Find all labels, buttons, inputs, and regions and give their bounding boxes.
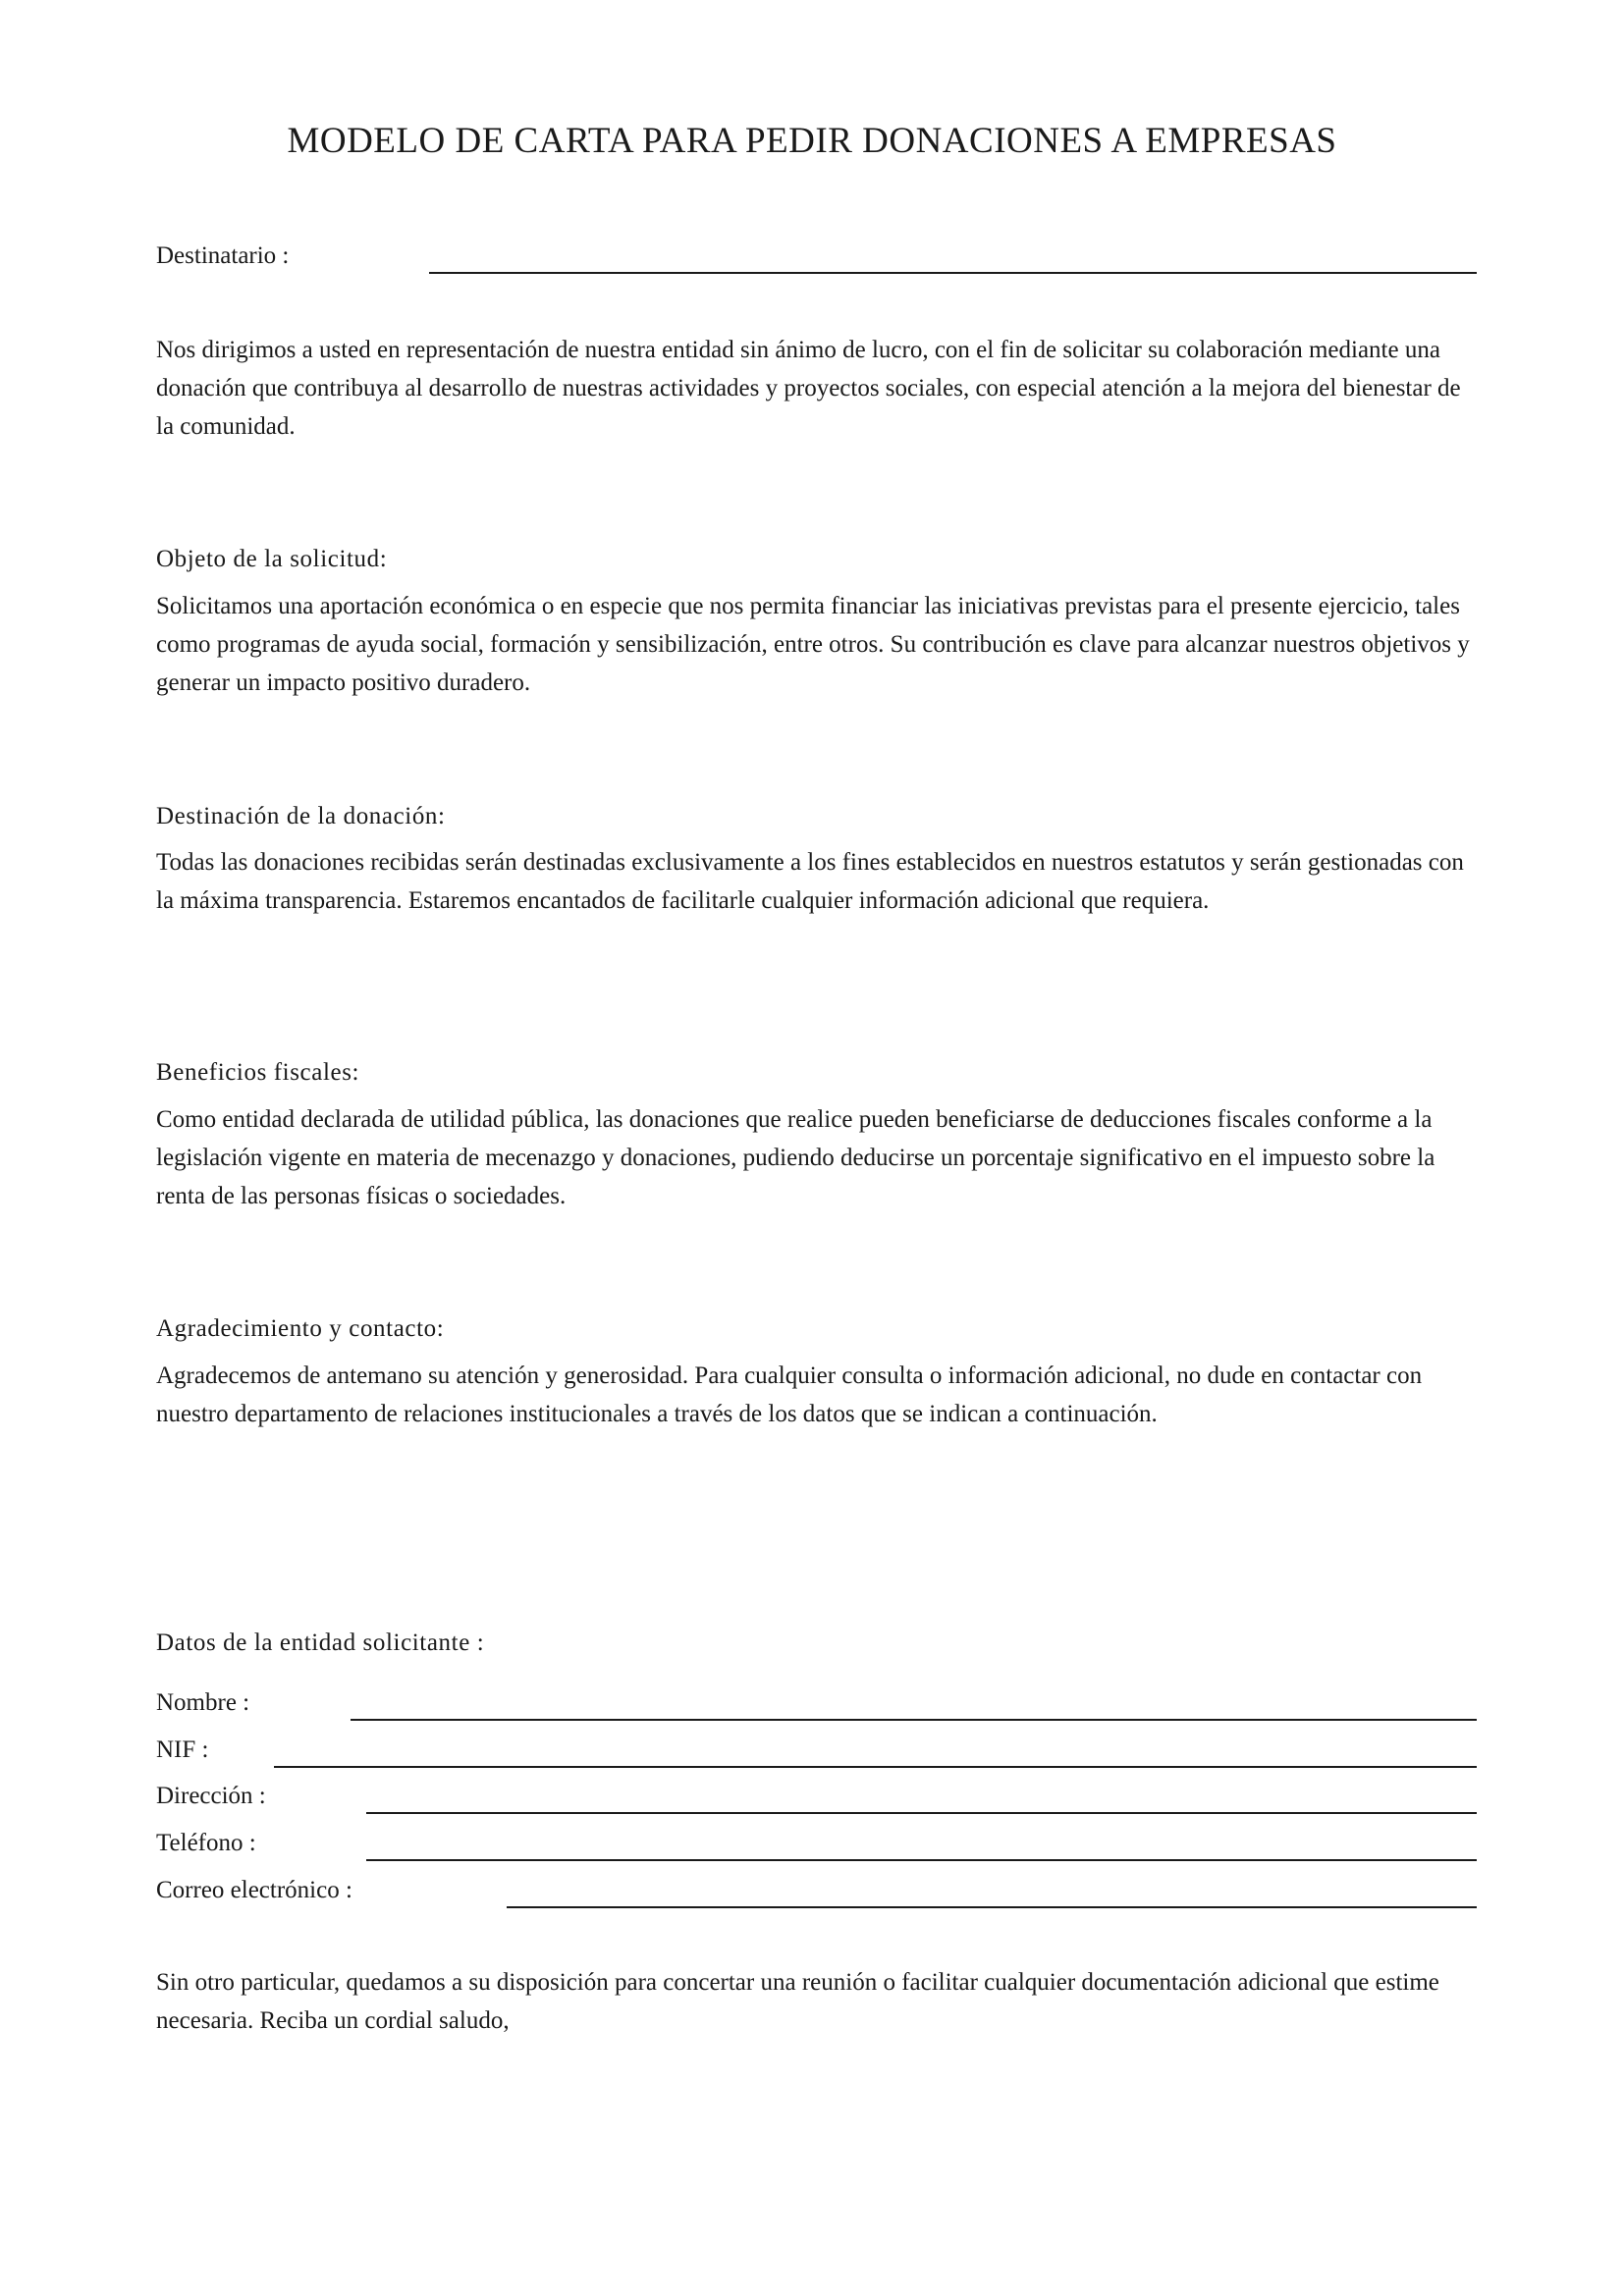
section-heading-agradecimiento: Agradecimiento y contacto: — [156, 1315, 445, 1342]
telefono-input-line[interactable] — [366, 1859, 1477, 1861]
entity-heading: Datos de la entidad solicitante : — [156, 1629, 485, 1656]
recipient-field — [156, 240, 1477, 279]
recipient-label: Destinatario : — [156, 242, 290, 269]
entity-field-direccion — [156, 1780, 1477, 1819]
entity-field-nif — [156, 1734, 1477, 1773]
section-heading-beneficios: Beneficios fiscales: — [156, 1059, 360, 1086]
section-body-beneficios: Como entidad declarada de utilidad pública, las donaciones que realice pueden beneficiarse de deducciones fiscales conforme a la legislación vigente en materia de mecenazgo y donaciones, pudiendo deducirse un porcentaje significativo en el impuesto sobre la renta de las personas físicas o sociedades. — [156, 1106, 1435, 1209]
correo-input-line[interactable] — [507, 1906, 1477, 1908]
entity-field-label: NIF : — [156, 1736, 209, 1763]
entity-field-label: Dirección : — [156, 1783, 266, 1809]
entity-field-label: Teléfono : — [156, 1830, 256, 1856]
section-heading-objeto: Objeto de la solicitud: — [156, 546, 388, 572]
entity-field-label: Correo electrónico : — [156, 1877, 352, 1903]
closing-paragraph: Sin otro particular, quedamos a su disposición para concertar una reunión o facilitar cualquier documentación adicional que estime necesaria. Reciba un cordial saludo, — [156, 1969, 1439, 2034]
entity-field-nombre — [156, 1686, 1477, 1726]
entity-field-telefono — [156, 1827, 1477, 1866]
nif-input-line[interactable] — [274, 1766, 1477, 1768]
entity-field-correo — [156, 1874, 1477, 1913]
section-body-destinacion: Todas las donaciones recibidas serán destinadas exclusivamente a los fines establecidos en nuestros estatutos y serán gestionadas con la máxima transparencia. Estaremos encantados de facilitarle cualquier información adicional que requiera. — [156, 849, 1464, 914]
recipient-input-line[interactable] — [429, 272, 1477, 274]
page-title: MODELO DE CARTA PARA PEDIR DONACIONES A EMPRESAS — [287, 121, 1337, 161]
section-body-agradecimiento: Agradecemos de antemano su atención y generosidad. Para cualquier consulta o información adicional, no dude en contactar con nuestro departamento de relaciones institucionales a través de los datos que se indican a continuación. — [156, 1362, 1423, 1427]
section-body-objeto: Solicitamos una aportación económica o en especie que nos permita financiar las iniciativas previstas para el presente ejercicio, tales como programas de ayuda social, formación y sensibilización, entre otros. Su contribución es clave para alcanzar nuestros objetivos y generar un impacto positivo duradero. — [156, 593, 1470, 696]
section-heading-destinacion: Destinación de la donación: — [156, 803, 446, 829]
direccion-input-line[interactable] — [366, 1812, 1477, 1814]
intro-paragraph: Nos dirigimos a usted en representación de nuestra entidad sin ánimo de lucro, con el fin de solicitar su colaboración mediante una donación que contribuya al desarrollo de nuestras actividades y proyectos sociales, con especial atención a la mejora del bienestar de la comunidad. — [156, 337, 1461, 440]
nombre-input-line[interactable] — [351, 1719, 1477, 1721]
entity-field-label: Nombre : — [156, 1689, 250, 1716]
